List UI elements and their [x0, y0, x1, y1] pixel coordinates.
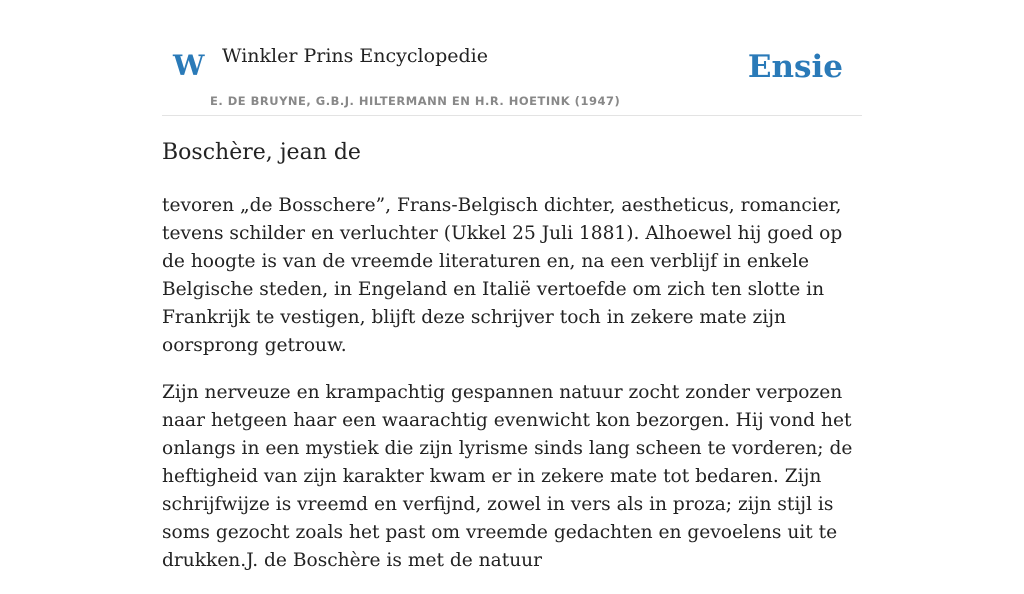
site-header [162, 36, 862, 116]
site-title: Winkler Prins Encyclopedie [222, 45, 488, 67]
article-paragraph: tevoren „de Bosschere”, Frans-Belgisch dichter, aestheticus, romancier, tevens schilder en verluchter (Ukkel 25 Juli 1881). Alhoewel hij goed op de hoogte is van de vreemde literaturen en, na een verblijf in enkele Belgische steden, in Engeland en Italië vertoefde om zich ten slotte in Frankrijk te vestigen, blijft deze schrijver toch in zekere mate zijn oorsprong getrouw. [162, 195, 843, 356]
ensie-brand-link[interactable]: Ensie [747, 49, 843, 85]
article-title: Boschère, jean de [162, 140, 361, 165]
winkler-prins-logo[interactable]: W [173, 49, 205, 82]
article-body [162, 192, 862, 594]
article-paragraph: Zijn nerveuze en krampachtig gespannen natuur zocht zonder verpozen naar hetgeen haar een waarachtig evenwicht kon bezorgen. Hij vond het onlangs in een mystiek die zijn lyrisme sinds lang scheen te vorderen; de heftigheid van zijn karakter kwam er in zekere mate tot bedaren. Zijn schrijfwijze is vreemd en verfijnd, zowel in vers als in proza; zijn stijl is soms gezocht zoals het past om vreemde gedachten en gevoelens uit te drukken.J. de Boschère is met de natuur [162, 382, 853, 571]
site-subtitle: E. DE BRUYNE, G.B.J. HILTERMANN EN H.R. HOETINK (1947) [210, 94, 621, 108]
